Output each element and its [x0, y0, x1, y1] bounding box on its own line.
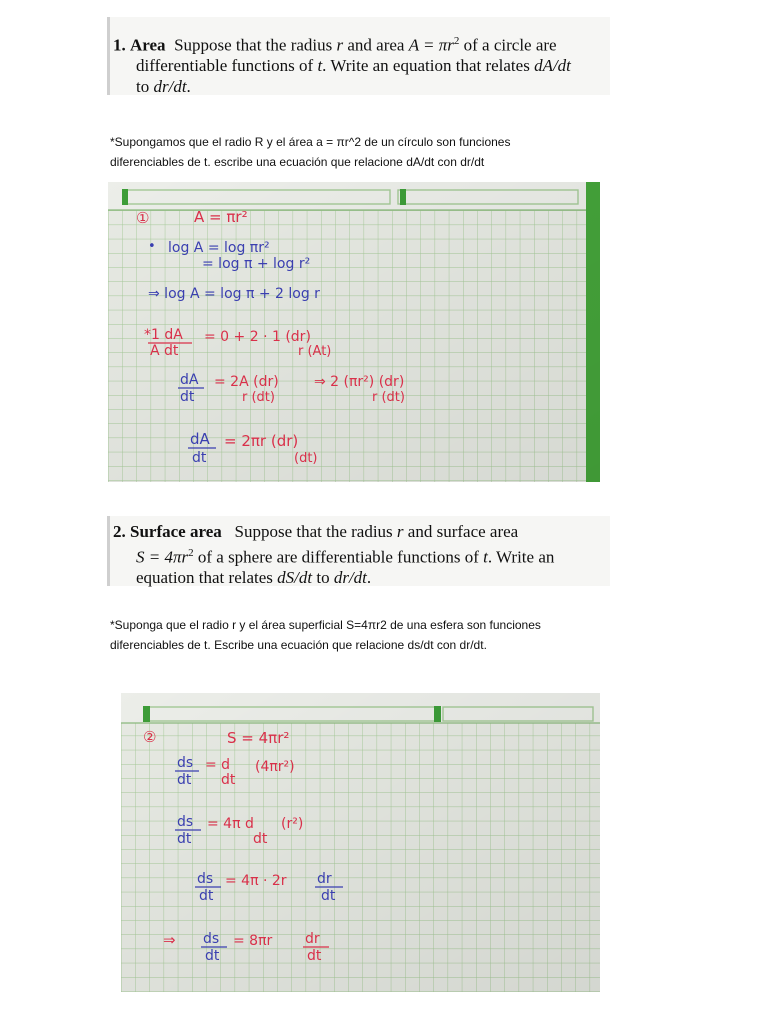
- problem-1-text: differentiable functions of: [136, 56, 318, 76]
- solution-1-eq-6-rhs-2-den: r (dt): [372, 390, 405, 405]
- solution-2-eq-4-rhs-num: dr: [317, 871, 332, 887]
- solution-2-marker: ②: [143, 728, 157, 746]
- solution-1-eq-2: log A = log πr²: [168, 240, 270, 256]
- problem-2-number: 2.: [113, 522, 126, 541]
- solution-1-eq-5-rhs-den: r (At): [298, 344, 332, 359]
- solution-2-eq-4-den: dt: [199, 888, 214, 904]
- problem-1-text: .: [186, 76, 191, 96]
- solution-1-eq-6-rhs-2: ⇒ 2 (πr²) (dr): [314, 374, 405, 390]
- translation-1-line-2: diferenciables de t. escribe una ecuación que relacione dA/dt con dr/dt: [110, 155, 485, 169]
- solution-2-eq-3-den: dt: [177, 831, 192, 847]
- problem-2-line-3: [113, 568, 610, 589]
- problem-2-line-1: [113, 522, 610, 543]
- problem-1-text: to: [136, 76, 154, 96]
- solution-2-eq-5-num: ds: [203, 931, 220, 947]
- solution-1-eq-5-rhs: = 0 + 2 · 1 (dr): [204, 329, 311, 345]
- solution-2-implies-arrow: ⇒: [163, 931, 176, 949]
- translation-1-line-1: *Supongamos que el radio R y el área a = πr^2 de un círculo son funciones: [110, 135, 511, 149]
- problem-1-line-1: [113, 31, 610, 56]
- problem-2-derivative: dS/dt: [277, 567, 313, 587]
- solution-2-eq-5-mid: = 8πr: [233, 933, 273, 949]
- problem-1-number: 1.: [113, 35, 126, 55]
- problem-2-text: equation that relates: [136, 567, 278, 587]
- solution-1-eq-5-den: A dt: [150, 343, 179, 359]
- solution-2-eq-5-rhs-num: dr: [305, 931, 320, 947]
- solution-2-eq-3-rhs: (r²): [281, 816, 304, 832]
- problem-2-exponent: 2: [188, 546, 194, 559]
- handwritten-solution-photo-2: [121, 693, 600, 992]
- solution-1-marker: ①: [136, 209, 150, 227]
- problem-2-text: . Write an: [487, 547, 555, 567]
- problem-1-exponent: 2: [453, 35, 460, 47]
- solution-2-eq-4-mid: = 4π · 2r: [225, 873, 287, 889]
- problem-1-derivative: dr/dt: [153, 76, 187, 96]
- solution-1-eq-1: A = πr²: [194, 208, 248, 226]
- solution-2-eq-2-mid-den: dt: [221, 772, 236, 788]
- solution-2-eq-3-mid: = 4π d: [207, 816, 254, 832]
- translation-2: [110, 615, 710, 655]
- problem-1-line-2: [113, 56, 610, 77]
- problem-2-var: t: [483, 547, 488, 567]
- problem-1-text: . Write an equation that relates: [322, 56, 535, 76]
- translation-2-line-1: *Suponga que el radio r y el área superficial S=4πr2 de una esfera son funciones: [110, 618, 541, 632]
- solution-1-eq-7-rhs-den: (dt): [294, 451, 318, 466]
- problem-2-equation: S = 4πr: [136, 547, 189, 567]
- problem-1-derivative: dA/dt: [534, 56, 571, 76]
- problem-1-text: and area: [343, 35, 409, 55]
- problem-2-text: Suppose that the radius: [234, 522, 397, 541]
- translation-1: [110, 132, 670, 172]
- problem-2-title: Surface area: [130, 522, 222, 541]
- solution-2-eq-3-mid-den: dt: [253, 831, 268, 847]
- solution-2-eq-2-den: dt: [177, 772, 192, 788]
- solution-2-eq-2-mid: = d: [205, 757, 231, 773]
- problem-1-var: t: [317, 56, 323, 76]
- handwritten-solution-photo-1: [108, 182, 600, 482]
- solution-2-eq-5-rhs-den: dt: [307, 948, 322, 964]
- problem-1-text: Suppose that the radius: [174, 35, 337, 55]
- problem-2-derivative: dr/dt: [333, 567, 367, 587]
- solution-1-bullet: •: [148, 239, 156, 254]
- problem-1-equation: A = πr: [408, 35, 454, 55]
- solution-2-eq-4-num: ds: [197, 871, 214, 887]
- solution-1-eq-5-num: *1 dA: [144, 327, 183, 343]
- solution-2-eq-2-rhs: (4πr²): [255, 759, 295, 775]
- solution-2-eq-3-num: ds: [177, 814, 194, 830]
- problem-2-text: .: [366, 567, 372, 587]
- solution-1-eq-6-rhs-den: r (dt): [242, 390, 275, 405]
- problem-1-box: [107, 17, 610, 95]
- solution-2-eq-4-rhs-den: dt: [321, 888, 336, 904]
- graph-paper-2: [121, 693, 600, 992]
- problem-1-line-3: [113, 77, 610, 98]
- solution-1-eq-7-rhs: = 2πr (dr): [224, 432, 299, 450]
- problem-1-text: of a circle are: [459, 35, 557, 55]
- problem-1-var: r: [336, 35, 344, 55]
- solution-1-eq-7-den: dt: [192, 450, 207, 466]
- solution-1-eq-7-num: dA: [190, 430, 210, 448]
- solution-1-eq-6-rhs: = 2A (dr): [214, 374, 279, 390]
- graph-paper-1: [108, 182, 600, 482]
- problem-2-var: r: [396, 522, 404, 541]
- solution-1-eq-6-num: dA: [180, 372, 199, 388]
- solution-1-eq-3: = log π + log r²: [202, 256, 311, 272]
- solution-2-eq-1: S = 4πr²: [227, 729, 290, 747]
- problem-1-title: Area: [130, 35, 166, 55]
- problem-2-text: to: [312, 567, 334, 587]
- problem-2-line-2: [113, 543, 610, 568]
- problem-2-text: and surface area: [403, 522, 519, 541]
- problem-2-text: of a sphere are differentiable functions of: [193, 547, 484, 567]
- solution-1-eq-4: ⇒ log A = log π + 2 log r: [148, 286, 320, 302]
- solution-2-eq-2-num: ds: [177, 755, 194, 771]
- solution-2-eq-5-den: dt: [205, 948, 220, 964]
- translation-2-line-2: diferenciables de t. Escribe una ecuación que relacione ds/dt con dr/dt.: [110, 638, 487, 652]
- problem-2-box: [107, 516, 610, 586]
- solution-1-eq-6-den: dt: [180, 389, 195, 405]
